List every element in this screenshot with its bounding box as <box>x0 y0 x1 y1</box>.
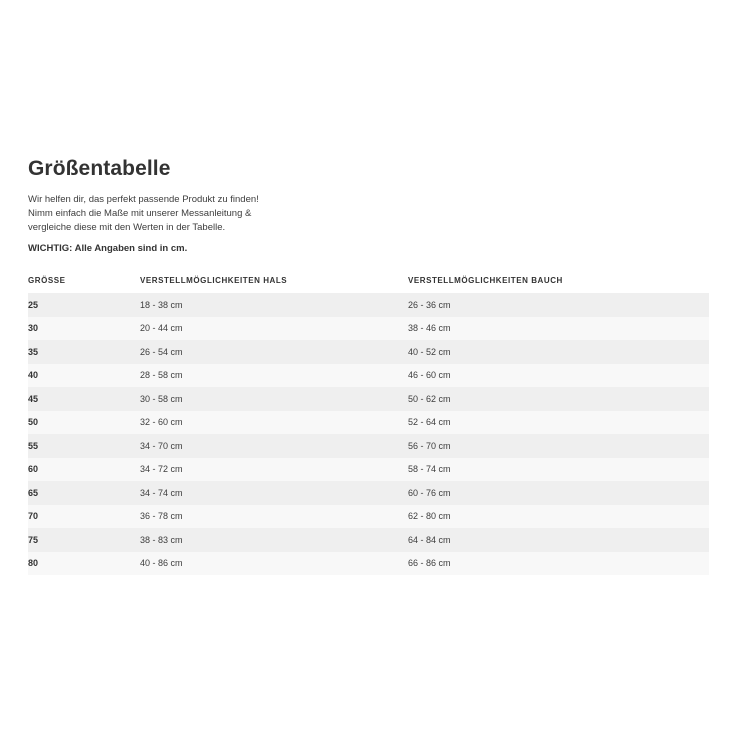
table-row <box>28 293 709 317</box>
intro-text <box>28 193 259 235</box>
column-header-belly: VERSTELLMÖGLICHKEITEN BAUCH <box>408 272 709 293</box>
cell-size: 30 <box>28 323 39 334</box>
important-note: WICHTIG: Alle Angaben sind in cm. <box>28 243 188 254</box>
cell-neck: 34 - 72 cm <box>140 464 183 475</box>
cell-size: 25 <box>28 299 39 310</box>
cell-belly: 58 - 74 cm <box>408 464 451 475</box>
cell-neck: 20 - 44 cm <box>140 323 183 334</box>
intro-line-2: Nimm einfach die Maße mit unserer Messanleitung & <box>28 208 252 219</box>
cell-belly: 46 - 60 cm <box>408 370 451 381</box>
cell-belly: 66 - 86 cm <box>408 558 451 569</box>
cell-neck: 18 - 38 cm <box>140 299 183 310</box>
table-row <box>28 458 709 482</box>
cell-belly: 62 - 80 cm <box>408 511 451 522</box>
cell-neck: 26 - 54 cm <box>140 346 183 357</box>
cell-size: 75 <box>28 534 39 545</box>
cell-size: 80 <box>28 558 39 569</box>
cell-size: 50 <box>28 417 39 428</box>
cell-neck: 34 - 70 cm <box>140 440 183 451</box>
intro-line-1: Wir helfen dir, das perfekt passende Produkt zu finden! <box>28 194 259 205</box>
cell-neck: 28 - 58 cm <box>140 370 183 381</box>
cell-neck: 38 - 83 cm <box>140 534 183 545</box>
table-header <box>28 272 709 293</box>
cell-belly: 60 - 76 cm <box>408 487 451 498</box>
cell-size: 55 <box>28 440 39 451</box>
column-header-neck: VERSTELLMÖGLICHKEITEN HALS <box>140 272 408 293</box>
cell-neck: 34 - 74 cm <box>140 487 183 498</box>
table-row <box>28 481 709 505</box>
cell-belly: 52 - 64 cm <box>408 417 451 428</box>
cell-size: 45 <box>28 393 39 404</box>
column-header-size: GRÖSSE <box>28 272 140 293</box>
table-header-row <box>28 272 709 293</box>
table-row <box>28 505 709 529</box>
cell-size: 35 <box>28 346 39 357</box>
cell-belly: 38 - 46 cm <box>408 323 451 334</box>
cell-neck: 30 - 58 cm <box>140 393 183 404</box>
intro-line-3: vergleiche diese mit den Werten in der Tabelle. <box>28 222 226 233</box>
cell-belly: 50 - 62 cm <box>408 393 451 404</box>
table-row <box>28 364 709 388</box>
cell-size: 60 <box>28 464 39 475</box>
table-row <box>28 317 709 341</box>
cell-size: 65 <box>28 487 39 498</box>
cell-belly: 40 - 52 cm <box>408 346 451 357</box>
cell-size: 70 <box>28 511 39 522</box>
cell-belly: 26 - 36 cm <box>408 299 451 310</box>
table-row <box>28 340 709 364</box>
table-body <box>28 293 709 575</box>
size-table <box>28 272 709 575</box>
table-row <box>28 411 709 435</box>
cell-belly: 56 - 70 cm <box>408 440 451 451</box>
table-row <box>28 434 709 458</box>
cell-size: 40 <box>28 370 39 381</box>
cell-belly: 64 - 84 cm <box>408 534 451 545</box>
page-title: Größentabelle <box>28 157 171 181</box>
cell-neck: 32 - 60 cm <box>140 417 183 428</box>
table-row <box>28 552 709 576</box>
cell-neck: 36 - 78 cm <box>140 511 183 522</box>
table-row <box>28 387 709 411</box>
table-row <box>28 528 709 552</box>
cell-neck: 40 - 86 cm <box>140 558 183 569</box>
